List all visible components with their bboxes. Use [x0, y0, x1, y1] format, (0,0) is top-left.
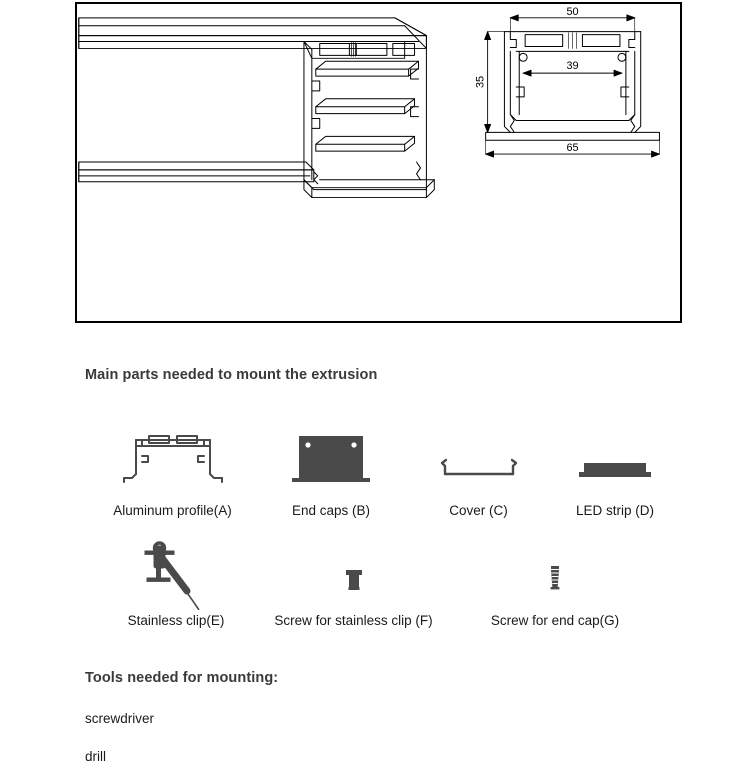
tool-item: drill — [85, 749, 107, 764]
part-end-caps — [262, 418, 400, 518]
part-label: Screw for end cap(G) — [490, 613, 620, 628]
part-label: LED strip (D) — [575, 503, 654, 518]
parts-row-secondary — [85, 528, 685, 628]
parts-row-primary — [85, 418, 685, 518]
main-parts-heading: Main parts needed to mount the extrusion — [85, 367, 378, 383]
technical-drawing-panel — [75, 2, 682, 323]
end-cap-icon — [262, 430, 400, 492]
screw-bolt-icon — [235, 540, 472, 602]
part-led-strip — [540, 418, 690, 518]
part-label: End caps (B) — [291, 503, 371, 518]
tool-item: screwdriver — [85, 711, 155, 726]
tools-heading: Tools needed for mounting: — [85, 670, 279, 686]
aluminum-profile-icon — [85, 430, 260, 492]
part-label: Screw for stainless clip (F) — [274, 613, 433, 628]
part-screw-end-cap — [445, 528, 665, 628]
led-strip-icon — [540, 430, 690, 492]
extrusion-drawing — [77, 4, 680, 321]
dimension-inner-width: 39 — [566, 60, 579, 73]
part-cover — [412, 418, 545, 518]
dimension-base-width: 65 — [566, 142, 579, 155]
part-label: Aluminum profile(A) — [113, 503, 232, 518]
part-aluminum-profile — [85, 418, 260, 518]
cover-icon — [412, 430, 545, 492]
dimension-top-width: 50 — [566, 5, 579, 18]
screw-tapping-icon — [445, 540, 665, 602]
part-screw-stainless-clip — [235, 528, 472, 628]
part-label: Stainless clip(E) — [127, 613, 225, 628]
dimension-height: 35 — [474, 75, 487, 89]
part-label: Cover (C) — [449, 503, 508, 518]
